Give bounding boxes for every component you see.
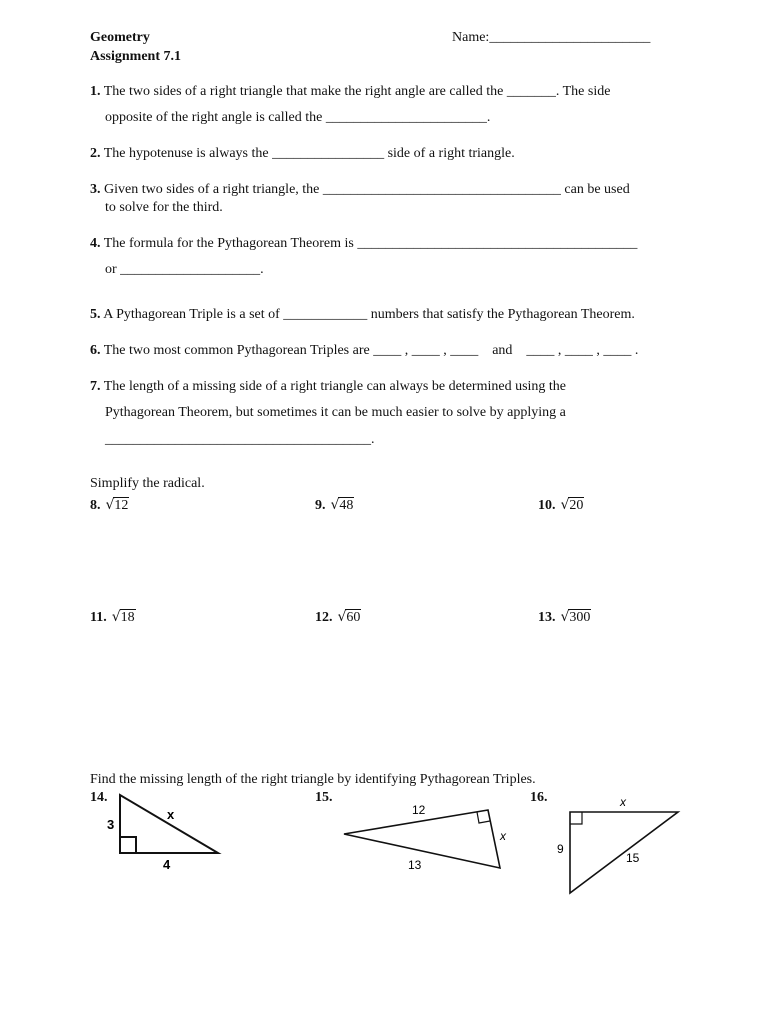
radicand: 60 xyxy=(346,610,361,625)
question-number: 6. xyxy=(90,343,101,358)
problem-number: 13. xyxy=(538,610,556,625)
radical-sign-icon: √ xyxy=(105,497,115,513)
subject-title: Geometry xyxy=(90,30,150,45)
triangle-16-shape xyxy=(570,812,678,893)
question-number: 2. xyxy=(90,146,101,161)
radicand: 18 xyxy=(120,610,135,625)
radical-problem-10 xyxy=(538,497,584,514)
radical-problem-8 xyxy=(90,497,129,514)
question-number: 4. xyxy=(90,236,101,251)
square-root xyxy=(561,497,585,514)
radical-section-instruction: Simplify the radical. xyxy=(90,476,205,491)
assignment-title: Assignment 7.1 xyxy=(90,49,182,64)
side-label: 15 xyxy=(626,851,640,865)
radicand: 20 xyxy=(569,498,584,513)
triangle-problem-number: 15. xyxy=(315,790,333,805)
question-text: The two most common Pythagorean Triples are ____ , ____ , ____ and ____ , ____ , ____ . xyxy=(103,343,639,358)
triangle-problem-number: 14. xyxy=(90,790,108,805)
question-text: The formula for the Pythagorean Theorem is ________________________________________ xyxy=(103,236,638,251)
radicand: 48 xyxy=(339,498,354,513)
question-number: 5. xyxy=(90,307,101,322)
question-number: 3. xyxy=(90,182,101,197)
right-angle-marker-icon xyxy=(120,837,136,853)
question-text: The length of a missing side of a right triangle can always be determined using the xyxy=(103,379,567,394)
question-7 xyxy=(90,378,566,396)
square-root xyxy=(106,497,130,514)
question-3 xyxy=(90,181,630,199)
question-1 xyxy=(90,83,610,101)
triangle-section-instruction: Find the missing length of the right triangle by identifying Pythagorean Triples. xyxy=(90,772,536,787)
question-text: The two sides of a right triangle that make the right angle are called the _______. The side xyxy=(103,84,611,99)
radical-problem-13 xyxy=(538,609,591,626)
radical-problem-11 xyxy=(90,609,136,626)
problem-number: 9. xyxy=(315,498,326,513)
radical-sign-icon: √ xyxy=(560,497,570,513)
side-label: 12 xyxy=(412,803,426,817)
square-root xyxy=(338,609,362,626)
side-label: x xyxy=(620,795,626,809)
question-text: Given two sides of a right triangle, the __________________________________ can be used xyxy=(104,182,630,197)
square-root xyxy=(561,609,592,626)
radicand: 12 xyxy=(114,498,129,513)
question-text: The hypotenuse is always the ________________ side of a right triangle. xyxy=(103,146,515,161)
question-4-continuation: or ____________________. xyxy=(105,262,264,277)
problem-number: 11. xyxy=(90,610,107,625)
problem-number: 8. xyxy=(90,498,101,513)
radicand: 300 xyxy=(569,610,591,625)
name-field-label: Name:_______________________ xyxy=(452,30,651,45)
question-5 xyxy=(90,306,635,324)
problem-number: 10. xyxy=(538,498,556,513)
triangle-14-figure xyxy=(100,790,230,875)
radical-problem-12 xyxy=(315,609,361,626)
triangle-15-figure xyxy=(340,798,520,878)
radical-sign-icon: √ xyxy=(560,609,570,625)
question-number: 1. xyxy=(90,84,101,99)
question-number: 7. xyxy=(90,379,101,394)
side-label: 3 xyxy=(107,817,115,832)
triangle-14-shape xyxy=(120,795,218,853)
question-4 xyxy=(90,235,637,253)
question-1-continuation: opposite of the right angle is called the _______________________. xyxy=(105,110,491,125)
side-label: 13 xyxy=(408,858,422,872)
side-label: x xyxy=(500,829,506,843)
question-7-answer-line: ______________________________________. xyxy=(105,432,375,447)
problem-number: 12. xyxy=(315,610,333,625)
triangle-problem-number: 16. xyxy=(530,790,548,805)
question-2 xyxy=(90,145,515,163)
radical-sign-icon: √ xyxy=(337,609,347,625)
side-label: 4 xyxy=(163,857,171,872)
triangle-15-shape xyxy=(344,810,500,868)
triangle-16-figure xyxy=(550,792,690,897)
square-root xyxy=(112,609,136,626)
radical-sign-icon: √ xyxy=(330,497,340,513)
radical-sign-icon: √ xyxy=(111,609,121,625)
side-label: 9 xyxy=(557,842,564,856)
question-3-continuation: to solve for the third. xyxy=(105,200,223,215)
question-text: A Pythagorean Triple is a set of ____________ numbers that satisfy the Pythagorean Theorem. xyxy=(103,307,635,322)
question-7-continuation: Pythagorean Theorem, but sometimes it can be much easier to solve by applying a xyxy=(105,405,566,420)
radical-problem-9 xyxy=(315,497,354,514)
right-angle-marker-icon xyxy=(570,812,582,824)
side-label: x xyxy=(167,807,175,822)
square-root xyxy=(331,497,355,514)
question-6 xyxy=(90,342,638,360)
